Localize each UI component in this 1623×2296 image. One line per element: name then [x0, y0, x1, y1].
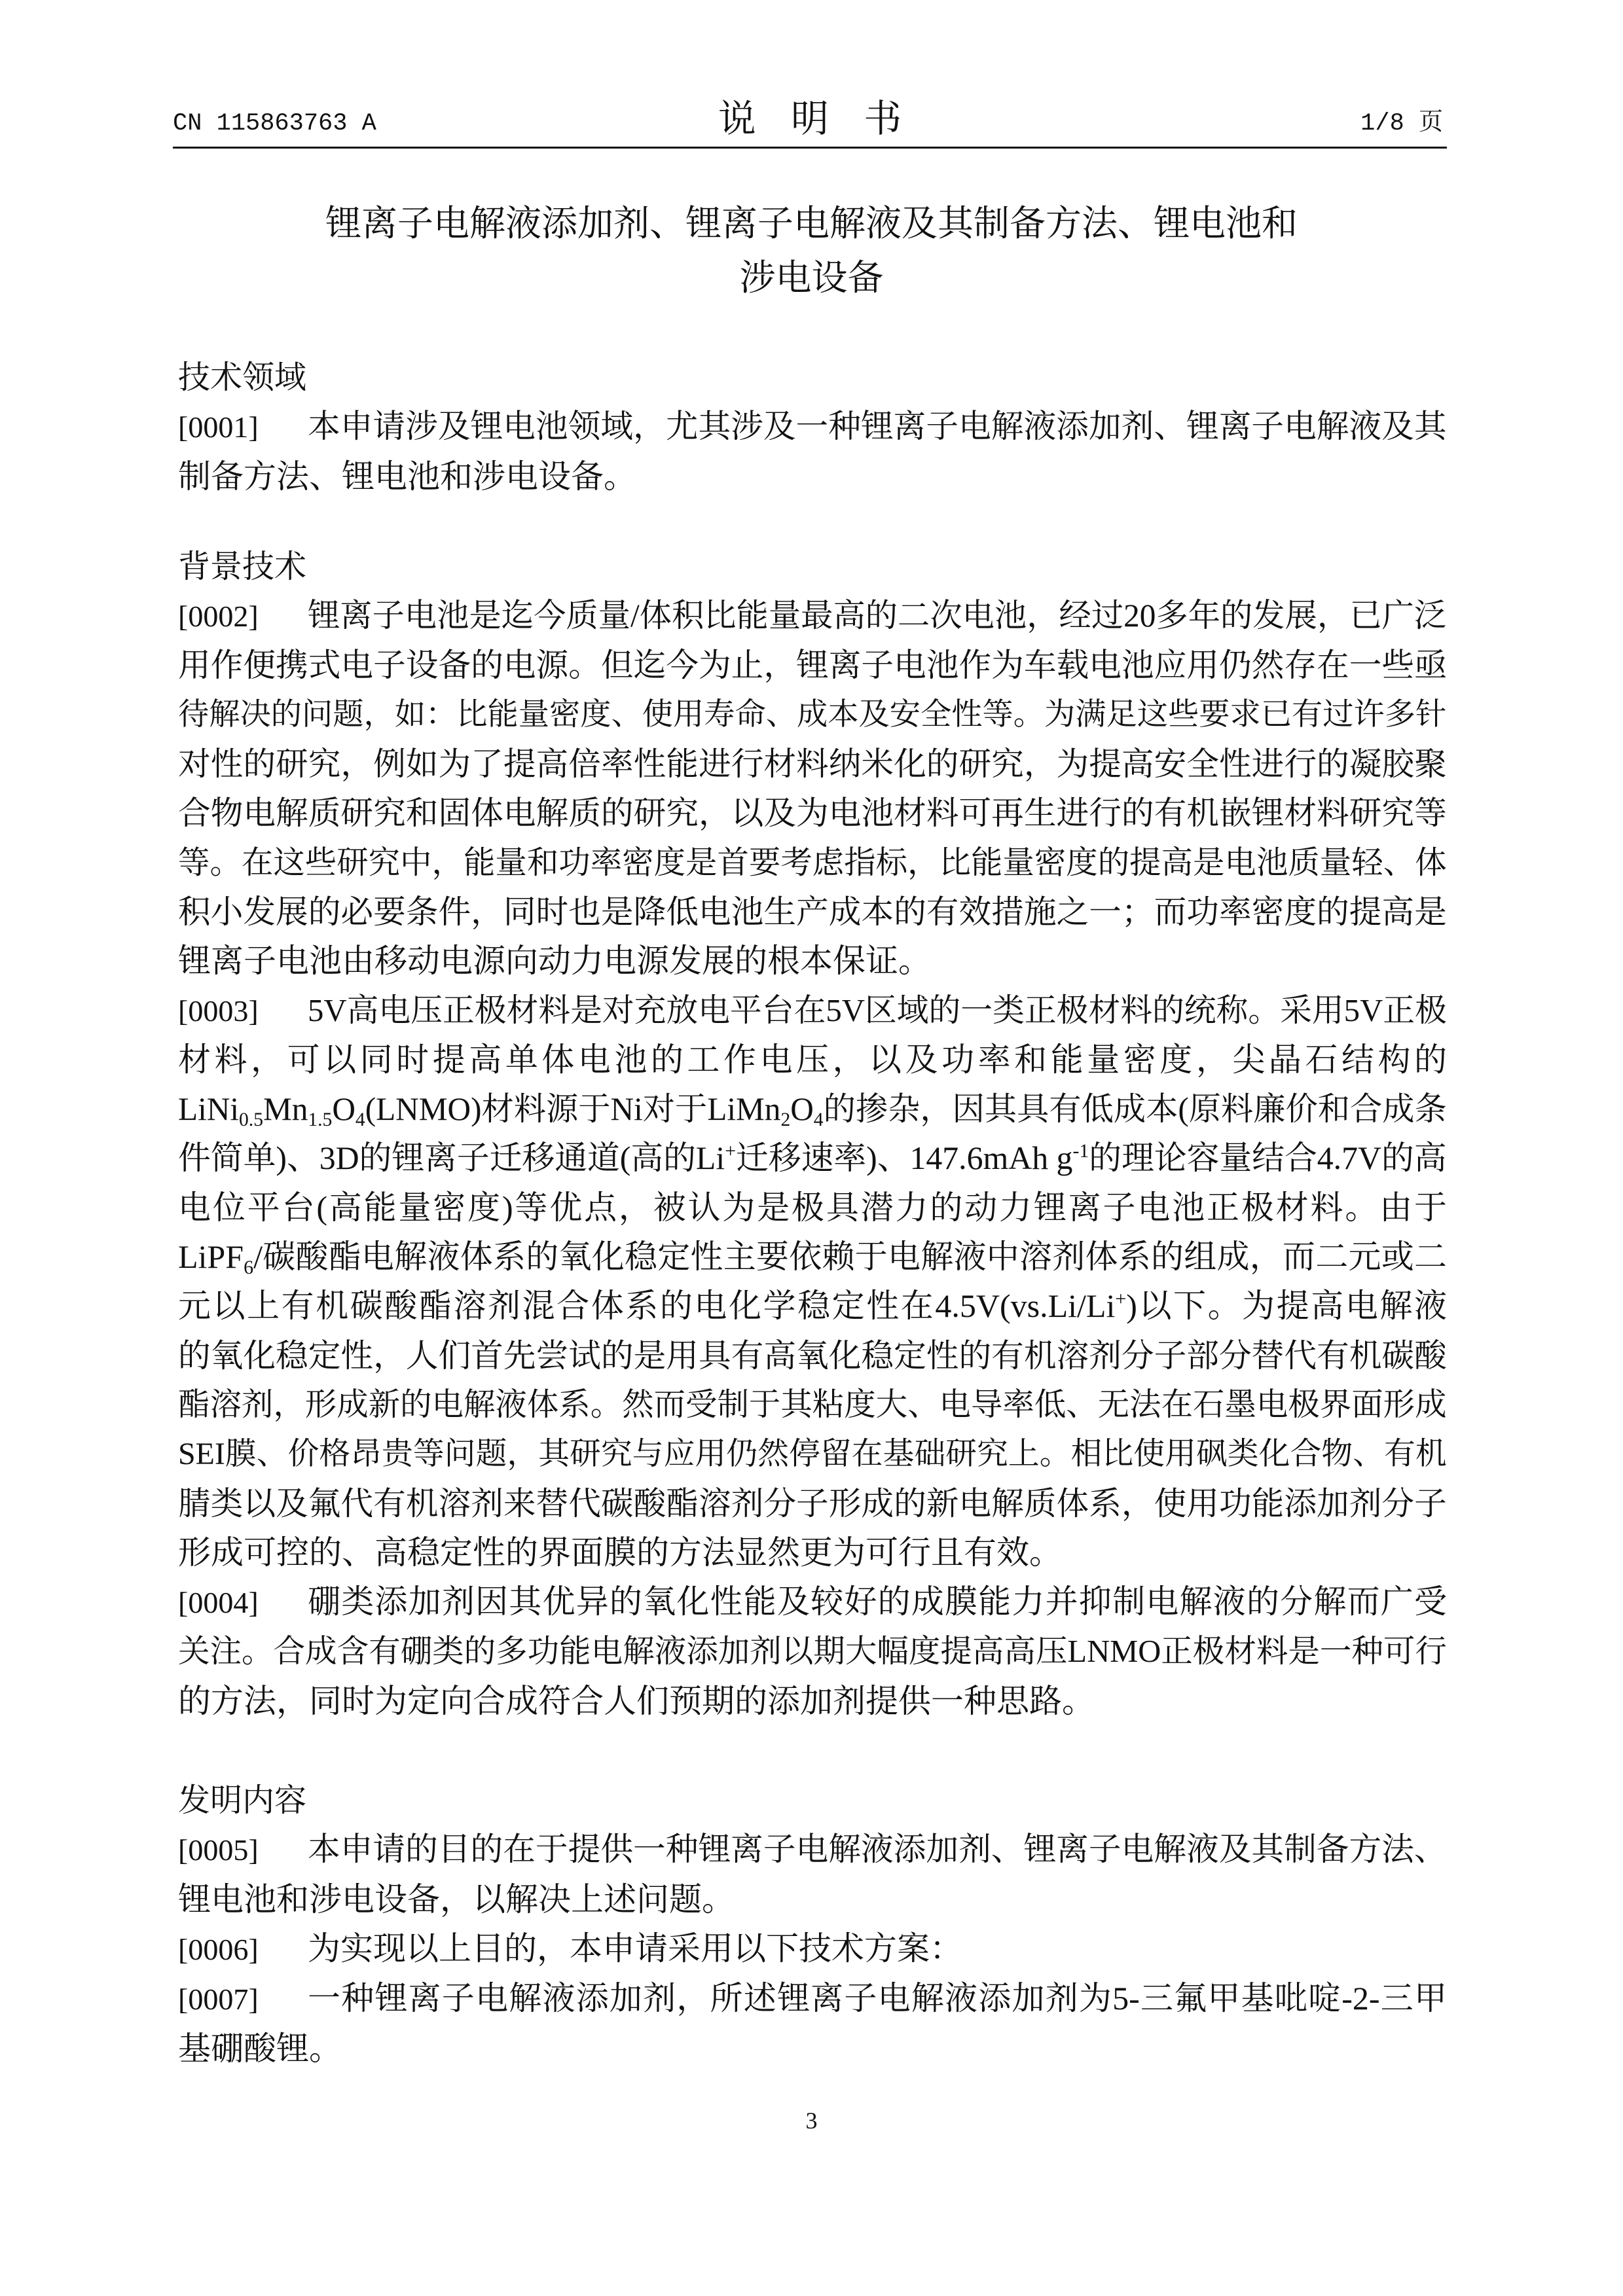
line-text [178, 740, 1447, 789]
paragraph-line [178, 937, 1447, 986]
paragraph-line [178, 1035, 1447, 1085]
paragraph-line [178, 1627, 1447, 1676]
text-run: 电位平台(高能量密度)等优点，被认为是极具潜力的动力锂离子电池正极材料。由于 [178, 1189, 1447, 1226]
header-rule [173, 147, 1447, 149]
paragraph-line [178, 452, 1447, 501]
line-text [178, 937, 1447, 986]
text-run: O [790, 1091, 814, 1128]
text-run: 的氧化稳定性，人们首先尝试的是用具有高氧化稳定性的有机溶剂分子部分替代有机碳酸 [178, 1337, 1447, 1374]
line-text [308, 986, 1447, 1035]
paragraph-line [178, 591, 1447, 641]
line-text [178, 691, 1447, 740]
line-text [178, 1875, 1447, 1924]
paragraph-number: [0006] [178, 1932, 259, 1966]
paragraph-line [178, 1085, 1447, 1134]
line-text [178, 452, 1447, 501]
document-header [173, 79, 1447, 147]
line-text [178, 2024, 1447, 2073]
text-run: 的方法，同时为定向合成符合人们预期的添加剂提供一种思路。 [178, 1682, 1095, 1719]
text-run: 的掺杂，因其具有低成本(原料廉价和合成条 [823, 1091, 1447, 1128]
subscript: 4 [355, 1109, 365, 1131]
text-run: 锂离子电池由移动电源向动力电源发展的根本保证。 [178, 942, 931, 980]
paragraph-number: [0007] [178, 1982, 259, 2017]
text-run: 的理论容量结合4.7V的高 [1089, 1140, 1447, 1177]
paragraph-line [178, 1875, 1447, 1924]
text-run: 对性的研究，例如为了提高倍率性能进行材料纳米化的研究，为提高安全性进行的凝胶聚 [178, 746, 1447, 783]
text-run: 5V高电压正极材料是对充放电平台在5V区域的一类正极材料的统称。采用5V正极 [308, 992, 1447, 1028]
paragraph-number: [0002] [178, 600, 259, 634]
paragraph-line [178, 1479, 1447, 1528]
line-text [178, 1331, 1447, 1380]
paragraph [178, 986, 1447, 1578]
text-run: 本申请的目的在于提供一种锂离子电解液添加剂、锂离子电解液及其制备方法、 [308, 1831, 1447, 1868]
title-line: 涉电设备 [739, 257, 884, 298]
paragraph-line [178, 402, 1447, 452]
paragraph-line [178, 1232, 1447, 1282]
line-text [178, 1528, 1447, 1577]
paragraph-line [178, 1528, 1447, 1577]
text-run: O [332, 1091, 356, 1128]
paragraph-line [178, 838, 1447, 888]
text-run: SEI膜、价格昂贵等问题，其研究与应用仍然停留在基础研究上。相比使用砜类化合物、有机 [178, 1437, 1447, 1472]
paragraph-number: [0005] [178, 1833, 259, 1867]
line-text [308, 1924, 1447, 1973]
paragraph-line [178, 691, 1447, 740]
paragraph-line [178, 1134, 1447, 1183]
line-text [308, 1825, 1447, 1874]
paragraph [178, 402, 1447, 501]
text-run: Mn [263, 1091, 308, 1128]
paragraph-line [178, 740, 1447, 789]
paragraph-line [178, 986, 1447, 1035]
paragraph-line [178, 1677, 1447, 1726]
paragraph-number: [0004] [178, 1586, 259, 1620]
line-text [178, 888, 1447, 937]
text-run: /碳酸酯电解液体系的氧化稳定性主要依赖于电解液中溶剂体系的组成，而二元或二 [253, 1238, 1447, 1276]
line-text [178, 1232, 1447, 1282]
line-text [178, 1677, 1447, 1726]
text-run: 元以上有机碳酸酯溶剂混合体系的电化学稳定性在4.5V(vs.Li/Li [178, 1287, 1116, 1325]
paragraph-line [178, 789, 1447, 838]
subscript: 6 [244, 1257, 254, 1279]
paragraph-line [178, 641, 1447, 690]
text-run: 形成可控的、高稳定性的界面膜的方法显然更为可行且有效。 [178, 1534, 1062, 1571]
line-text [178, 1183, 1447, 1232]
text-run: 合物电解质研究和固体电解质的研究，以及为电池材料可再生进行的有机嵌锂材料研究等 [178, 795, 1447, 832]
line-text [178, 789, 1447, 838]
text-run: 酯溶剂，形成新的电解液体系。然而受制于其粘度大、电导率低、无法在石墨电极界面形成 [178, 1387, 1447, 1422]
paragraph-line [178, 1924, 1447, 1974]
text-run: 材料，可以同时提高单体电池的工作电压，以及功率和能量密度，尖晶石结构的 [178, 1041, 1447, 1078]
paragraph-line [178, 1577, 1447, 1627]
line-text [308, 591, 1447, 640]
text-run: LiNi [178, 1091, 240, 1128]
paragraph [178, 1577, 1447, 1726]
line-text [308, 402, 1447, 451]
text-run: 积小发展的必要条件，同时也是降低电池生产成本的有效措施之一；而功率密度的提高是 [178, 893, 1447, 930]
line-text [178, 1134, 1447, 1183]
page-indicator: 1/8 页 [1360, 110, 1443, 137]
line-text [178, 1085, 1447, 1134]
text-run: 腈类以及氟代有机溶剂来替代碳酸酯溶剂分子形成的新电解质体系，使用功能添加剂分子 [178, 1485, 1447, 1522]
paragraph-line [178, 888, 1447, 937]
text-run: 基硼酸锂。 [178, 2030, 342, 2067]
section [178, 542, 1447, 1726]
section [178, 1776, 1447, 2073]
document-body [178, 353, 1447, 2073]
paragraph [178, 1825, 1447, 1924]
text-run: 锂离子电池是迄今质量/体积比能量最高的二次电池，经过20多年的发展，已广泛 [308, 598, 1447, 634]
subscript: 2 [780, 1109, 791, 1131]
publication-number: CN 115863763 A [173, 110, 376, 137]
document-type-title: 说 明 书 [718, 96, 902, 141]
title-line: 锂离子电解液添加剂、锂离子电解液及其制备方法、锂电池和 [325, 202, 1298, 244]
paragraph-line [178, 1183, 1447, 1232]
section-heading: 背景技术 [178, 547, 307, 585]
line-text [178, 1035, 1447, 1085]
line-text [308, 1974, 1447, 2023]
text-run: 待解决的问题，如：比能量密度、使用寿命、成本及安全性等。为满足这些要求已有过许多针 [178, 697, 1447, 732]
paragraph-line [178, 1974, 1447, 2024]
document-title [0, 196, 1623, 305]
text-run: 制备方法、锂电池和涉电设备。 [178, 457, 636, 495]
line-text [308, 1577, 1447, 1626]
line-text [178, 1282, 1447, 1331]
text-run: 件简单)、3D的锂离子迁移通道(高的Li [178, 1140, 725, 1177]
superscript: + [725, 1139, 737, 1162]
section-heading: 技术领域 [178, 359, 307, 396]
line-text [178, 1380, 1447, 1429]
superscript: -1 [1072, 1139, 1089, 1162]
text-run: 用作便携式电子设备的电源。但迄今为止，锂离子电池作为车载电池应用仍然存在一些亟 [178, 647, 1447, 684]
subscript: 4 [813, 1109, 824, 1131]
line-text [178, 1429, 1447, 1479]
text-run: 本申请涉及锂电池领域，尤其涉及一种锂离子电解液添加剂、锂离子电解液及其 [308, 408, 1447, 445]
paragraph [178, 591, 1447, 986]
paragraph [178, 1974, 1447, 2073]
paragraph-line [178, 1380, 1447, 1429]
text-run: LiPF [178, 1238, 244, 1276]
paragraph [178, 1924, 1447, 1974]
line-text [178, 641, 1447, 690]
paragraph-number: [0003] [178, 994, 259, 1028]
superscript: + [1115, 1287, 1127, 1310]
subscript: 0.5 [239, 1109, 263, 1131]
text-run: 硼类添加剂因其优异的氧化性能及较好的成膜能力并抑制电解液的分解而广受 [308, 1583, 1447, 1621]
paragraph-line [178, 2024, 1447, 2073]
line-text [178, 1479, 1447, 1528]
text-run: 迁移速率)、147.6mAh g [736, 1140, 1073, 1177]
text-run: 为实现以上目的，本申请采用以下技术方案： [308, 1929, 962, 1967]
paragraph-number: [0001] [178, 410, 259, 444]
page-number: 3 [805, 2108, 818, 2134]
section-heading: 发明内容 [178, 1782, 307, 1820]
line-text [178, 838, 1447, 888]
text-run: )以下。为提高电解液 [1126, 1287, 1447, 1325]
paragraph-line [178, 1825, 1447, 1874]
text-run: 锂电池和涉电设备，以解决上述问题。 [178, 1880, 735, 1918]
section [178, 353, 1447, 501]
text-run: 一种锂离子电解液添加剂，所述锂离子电解液添加剂为5-三氟甲基吡啶-2-三甲 [308, 1980, 1447, 2017]
text-run: 等。在这些研究中，能量和功率密度是首要考虑指标，比能量密度的提高是电池质量轻、体 [178, 845, 1447, 880]
paragraph-line [178, 1429, 1447, 1479]
paragraph-line [178, 1282, 1447, 1331]
text-run: (LNMO)材料源于Ni对于LiMn [365, 1091, 781, 1128]
line-text [178, 1627, 1447, 1676]
subscript: 1.5 [308, 1109, 333, 1131]
paragraph-line [178, 1331, 1447, 1380]
text-run: 关注。合成含有硼类的多功能电解液添加剂以期大幅度提高高压LNMO正极材料是一种可行 [178, 1634, 1447, 1670]
